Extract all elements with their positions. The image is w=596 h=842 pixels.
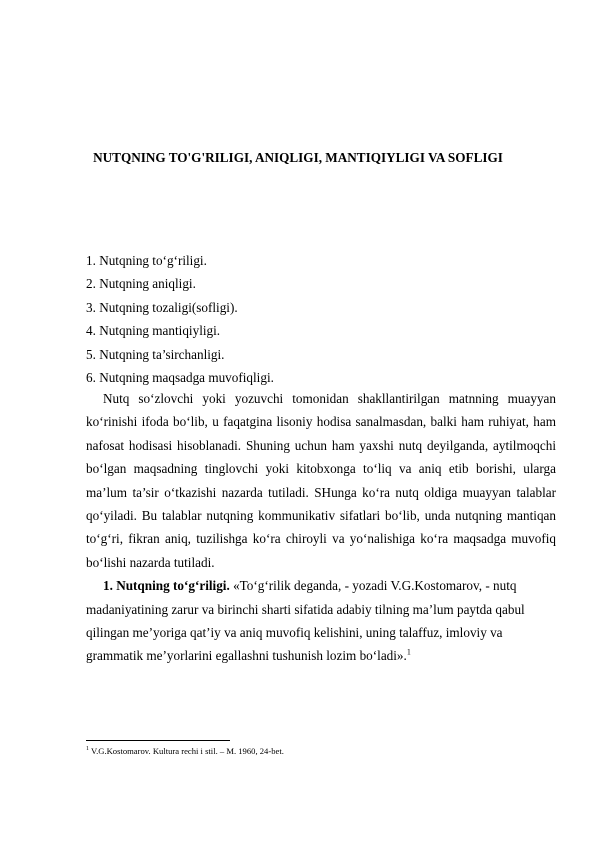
section-text: «To‘g‘rilik deganda, - yozadi V.G.Kostomarov, - nutq madaniyatining zarur va birinchi sharti sifatida adabiy tilning ma’lum paytda qabul qilingan me’yoriga qat’iy va aniq muvofiq kelishini, uning talaffuz, imloviy va grammatik me’yorlarini egallashni tushunish lozim bo‘ladi». [86, 578, 525, 664]
body-text [86, 387, 556, 668]
toc-item: 6. Nutqning maqsadga muvofiqligi. [86, 370, 274, 386]
table-of-contents [86, 249, 556, 389]
toc-item: 2. Nutqning aniqligi. [86, 276, 196, 292]
intro-paragraph: Nutq so‘zlovchi yoki yozuvchi tomonidan shakllantirilgan matnning muayyan ko‘rinishi ifoda bo‘lib, u faqatgina lisoniy hodisa sanalmasdan, balki ham ruhiyat, ham nafosat hodisasi hisoblanadi. Shuning uchun ham yaxshi nutq deyilganda, aytilmoqchi bo‘lgan maqsadning tinglovchi yoki kitobxonga to‘liq va aniq etib borishi, ularga ma’lum ta’sir o‘tkazishi nazarda tutiladi. SHunga ko‘ra nutq oldiga muayyan talablar qo‘yiladi. Bu talablar nutqning kommunikativ sifatlari bo‘lib, unda nutqning mantiqan to‘g‘ri, fikran aniq, tuzilishga ko‘ra chiroyli va yo‘nalishiga ko‘ra maqsadga muvofiq bo‘lishi nazarda tutiladi. [86, 391, 556, 570]
section-heading: 1. Nutqning to‘g‘riligi. [103, 578, 230, 594]
toc-item: 1. Nutqning to‘g‘riligi. [86, 253, 207, 268]
footnote [86, 746, 556, 757]
toc-item: 5. Nutqning ta’sirchanligi. [86, 346, 225, 362]
footnote-marker: 1 [86, 746, 89, 753]
footnote-divider [86, 740, 230, 741]
toc-item: 3. Nutqning tozaligi(sofligi). [86, 299, 238, 315]
section-paragraph [86, 574, 556, 668]
document-title: NUTQNING TO'G'RILIGI, ANIQLIGI, MANTIQIYLIGI VA SOFLIGI [93, 150, 503, 165]
footnote-text: V.G.Kostomarov. Kultura rechi i stil. – M. 1960, 24-bet. [89, 746, 284, 756]
footnote-reference: 1 [406, 648, 411, 658]
toc-item: 4. Nutqning mantiqiyligi. [86, 323, 221, 339]
